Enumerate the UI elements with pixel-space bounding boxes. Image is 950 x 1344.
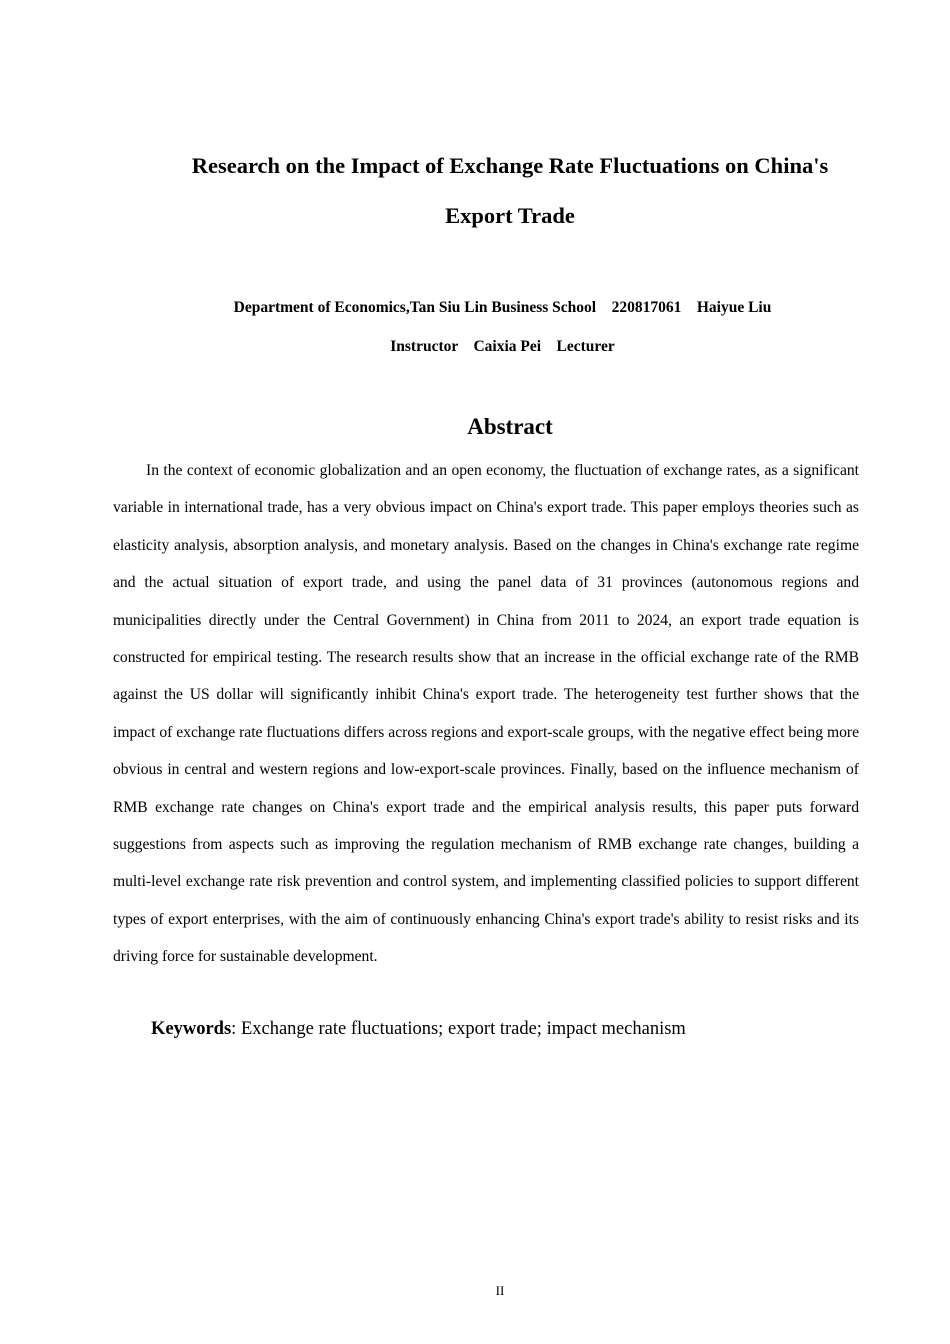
keywords-separator: : — [231, 1019, 241, 1039]
instructor-info: Instructor Caixia Pei Lecturer — [390, 338, 615, 355]
keywords-text: Exchange rate fluctuations; export trade; impact mechanism — [240, 1019, 686, 1039]
paper-title-line-2: Export Trade — [445, 203, 575, 228]
keywords-line — [151, 1020, 871, 1039]
paper-title-line-1: Research on the Impact of Exchange Rate Fluctuations on China's — [191, 153, 829, 178]
page-number: II — [495, 1283, 505, 1298]
keywords-label: Keywords — [151, 1019, 232, 1039]
author-affiliation: Department of Economics,Tan Siu Lin Business School 220817061 Haiyue Liu — [233, 299, 772, 316]
abstract-body: In the context of economic globalization and an open economy, the fluctuation of exchange rates, as a significant variable in international trade, has a very obvious impact on China's export trade. This paper employs theories such as elasticity analysis, absorption analysis, and monetary analysis. Based on the changes in China's exchange rate regime and the actual situation of export trade, and using the panel data of 31 provinces (autonomous regions and municipalities directly under the Central Government) in China from 2011 to 2024, an export trade equation is constructed for empirical testing. The research results show that an increase in the official exchange rate of the RMB against the US dollar will significantly inhibit China's export trade. The heterogeneity test further shows that the impact of exchange rate fluctuations differs across regions and export-scale groups, with the negative effect being more obvious in central and western regions and low-export-scale provinces. Finally, based on the influence mechanism of RMB exchange rate changes on China's export trade and the empirical analysis results, this paper puts forward suggestions from aspects such as improving the regulation mechanism of RMB exchange rate changes, building a multi-level exchange rate risk prevention and control system, and implementing classified policies to support different types of export enterprises, with the aim of continuously enhancing China's export trade's ability to resist risks and its driving force for sustainable development. — [113, 462, 859, 966]
abstract-heading: Abstract — [467, 414, 553, 439]
